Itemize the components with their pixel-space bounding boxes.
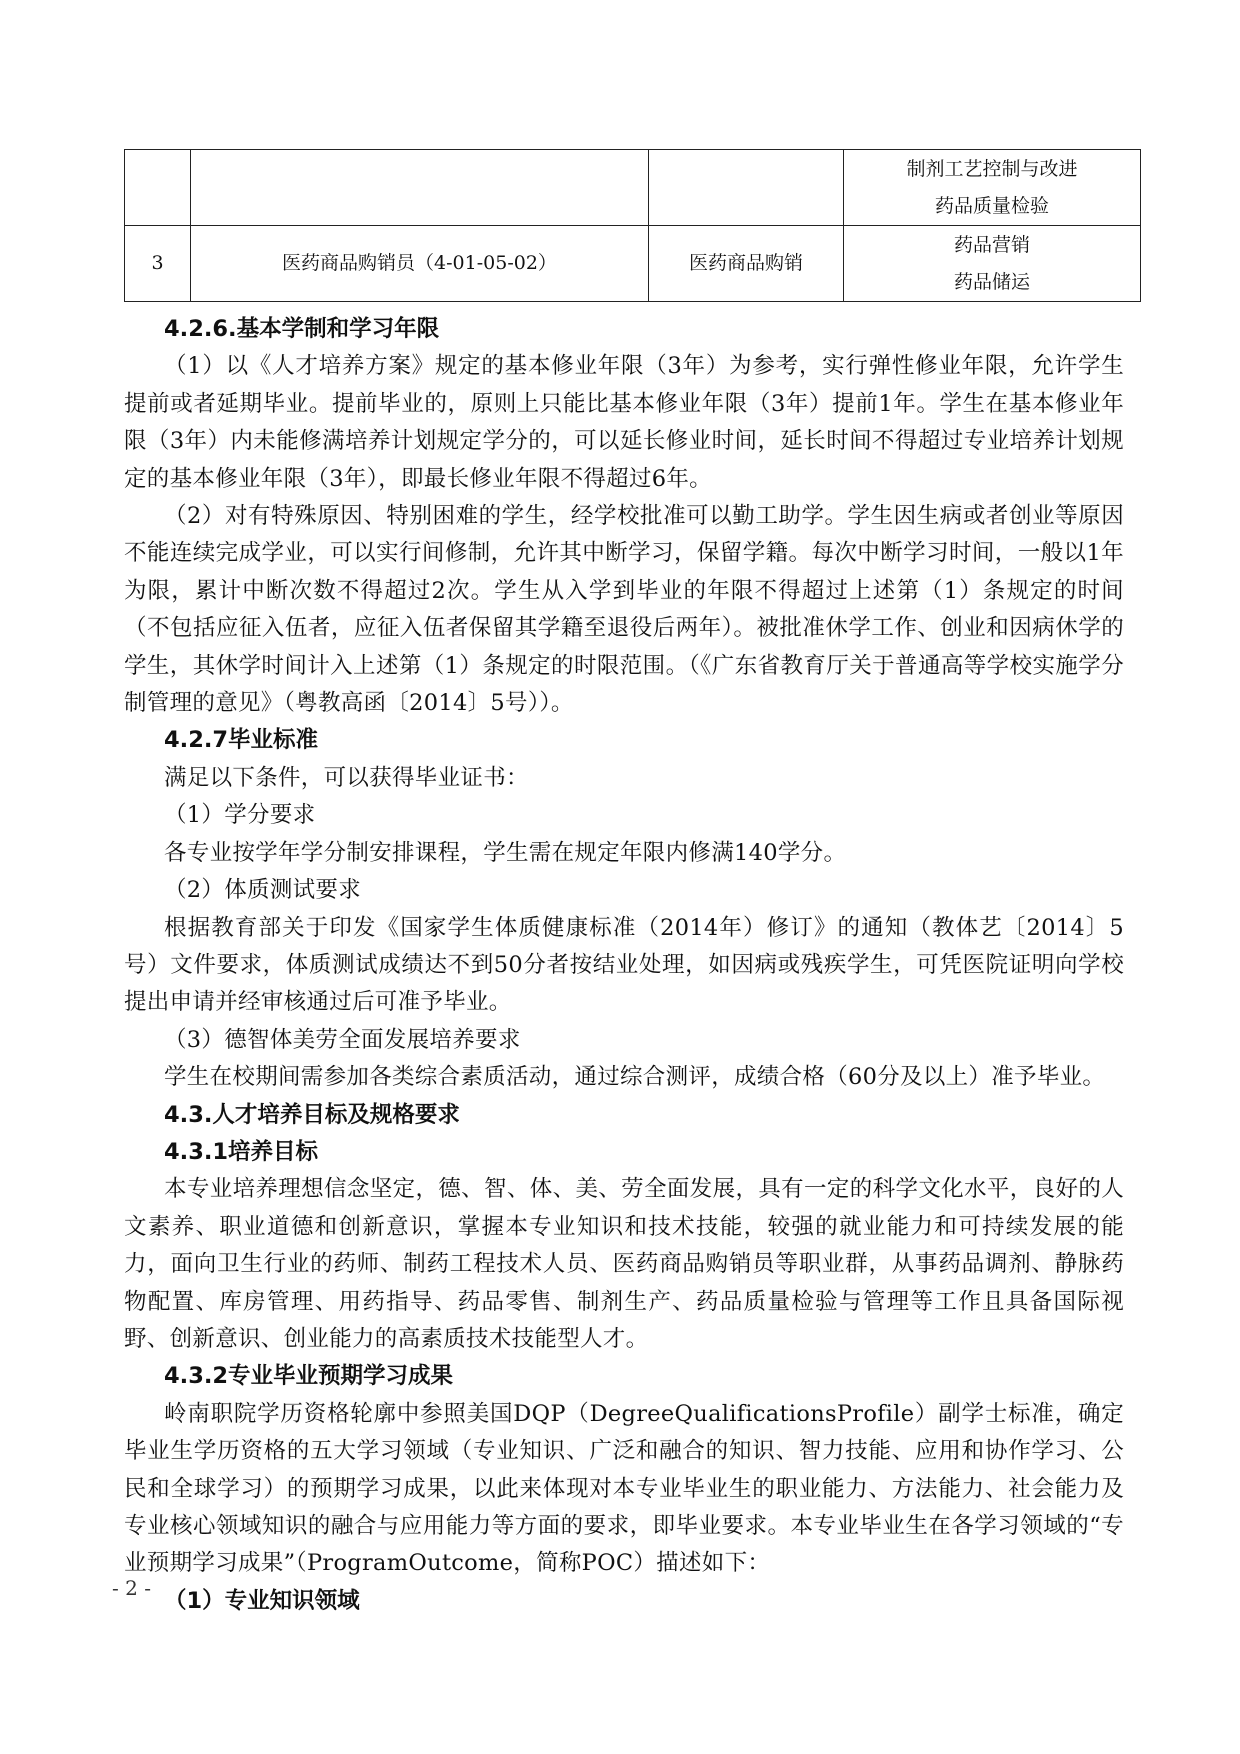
section-heading-4-2-7: 4.2.7毕业标准 <box>164 727 319 754</box>
table-cell-no <box>125 150 191 226</box>
subheading: （2）体质测试要求 <box>164 877 362 904</box>
direction-item: 制剂工艺控制与改进 <box>906 157 1078 180</box>
paragraph: 本专业培养理想信念坚定，德、智、体、美、劳全面发展，具有一定的科学文化水平，良好的人文素养、职业道德和创新意识，掌握本专业知识和技术技能，较强的就业能力和可持续发展的能力，面向卫生行业的药师、制药工程技术人员、医药商品购销员等职业群，从事药品调剂、静脉药物配置、库房管理、用药指导、药品零售、制剂生产、药品质量检验与管理等工作且具备国际视野、创新意识、创业能力的高素质技术技能型人才。 <box>124 1176 1124 1352</box>
paragraph: 各专业按学年学分制安排课程，学生需在规定年限内修满140学分。 <box>164 839 847 866</box>
paragraph: 学生在校期间需参加各类综合素质活动，通过综合测评，成绩合格（60分及以上）准予毕业。 <box>164 1064 1106 1091</box>
table-cell-directions <box>844 150 1141 226</box>
table-cell-occupation: 医药商品购销员（4-01-05-02） <box>191 226 649 302</box>
subheading: （3）德智体美劳全面发展培养要求 <box>164 1026 521 1053</box>
table-cell-certificate: 医药商品购销 <box>649 226 844 302</box>
subheading: （1）学分要求 <box>164 802 316 829</box>
direction-item: 药品质量检验 <box>934 194 1049 217</box>
table-cell-occupation <box>191 150 649 226</box>
paragraph: 岭南职院学历资格轮廓中参照美国DQP（DegreeQualificationsProfile）副学士标准，确定毕业生学历资格的五大学习领域（专业知识、广泛和融合的知识、智力技能、应用和协作学习、公民和全球学习）的预期学习成果，以此来体现对本专业毕业生的职业能力、方法能力、社会能力及专业核心领域知识的融合与应用能力等方面的要求，即毕业要求。本专业毕业生在各学习领域的“专业预期学习成果”（ProgramOutcome，简称POC）描述如下： <box>124 1400 1124 1577</box>
table-row <box>125 226 1141 302</box>
table-cell-no: 3 <box>125 226 191 302</box>
paragraph: （1）以《人才培养方案》规定的基本修业年限（3年）为参考，实行弹性修业年限，允许学生提前或者延期毕业。提前毕业的，原则上只能比基本修业年限（3年）提前1年。学生在基本修业年限（3年）内未能修满培养计划规定学分的，可以延长修业时间，延长时间不得超过专业培养计划规定的基本修业年限（3年），即最长修业年限不得超过6年。 <box>124 353 1124 492</box>
table-cell-directions <box>844 226 1141 302</box>
table-cell-certificate <box>649 150 844 226</box>
page-number: - 2 - <box>112 1576 151 1600</box>
section-heading-4-2-6: 4.2.6.基本学制和学习年限 <box>164 316 440 342</box>
occupation-table <box>124 149 1141 302</box>
section-heading-4-3-2: 4.3.2专业毕业预期学习成果 <box>164 1363 454 1390</box>
section-heading-4-3: 4.3.人才培养目标及规格要求 <box>164 1101 460 1128</box>
paragraph: （2）对有特殊原因、特别困难的学生，经学校批准可以勤工助学。学生因生病或者创业等原因不能连续完成学业，可以实行间修制，允许其中断学习，保留学籍。每次中断学习时间，一般以1年为限，累计中断次数不得超过2次。学生从入学到毕业的年限不得超过上述第（1）条规定的时间（不包括应征入伍者，应征入伍者保留其学籍至退役后两年）。被批准休学工作、创业和因病休学的学生，其休学时间计入上述第（1）条规定的时限范围。（《广东省教育厅关于普通高等学校实施学分制管理的意见》（粤教高函〔2014〕5号））。 <box>124 503 1124 717</box>
subheading-professional-knowledge: （1）专业知识领域 <box>164 1587 360 1614</box>
section-heading-4-3-1: 4.3.1培养目标 <box>164 1138 319 1165</box>
paragraph: 根据教育部关于印发《国家学生体质健康标准（2014年）修订》的通知（教体艺〔2014〕5号）文件要求，体质测试成绩达不到50分者按结业处理，如因病或残疾学生，可凭医院证明向学校提出申请并经审核通过后可准予毕业。 <box>124 914 1124 1016</box>
paragraph: 满足以下条件，可以获得毕业证书： <box>164 764 529 791</box>
direction-item: 药品储运 <box>953 270 1030 293</box>
table-row <box>125 150 1141 226</box>
direction-item: 药品营销 <box>953 233 1030 256</box>
body-text <box>124 311 1124 1620</box>
